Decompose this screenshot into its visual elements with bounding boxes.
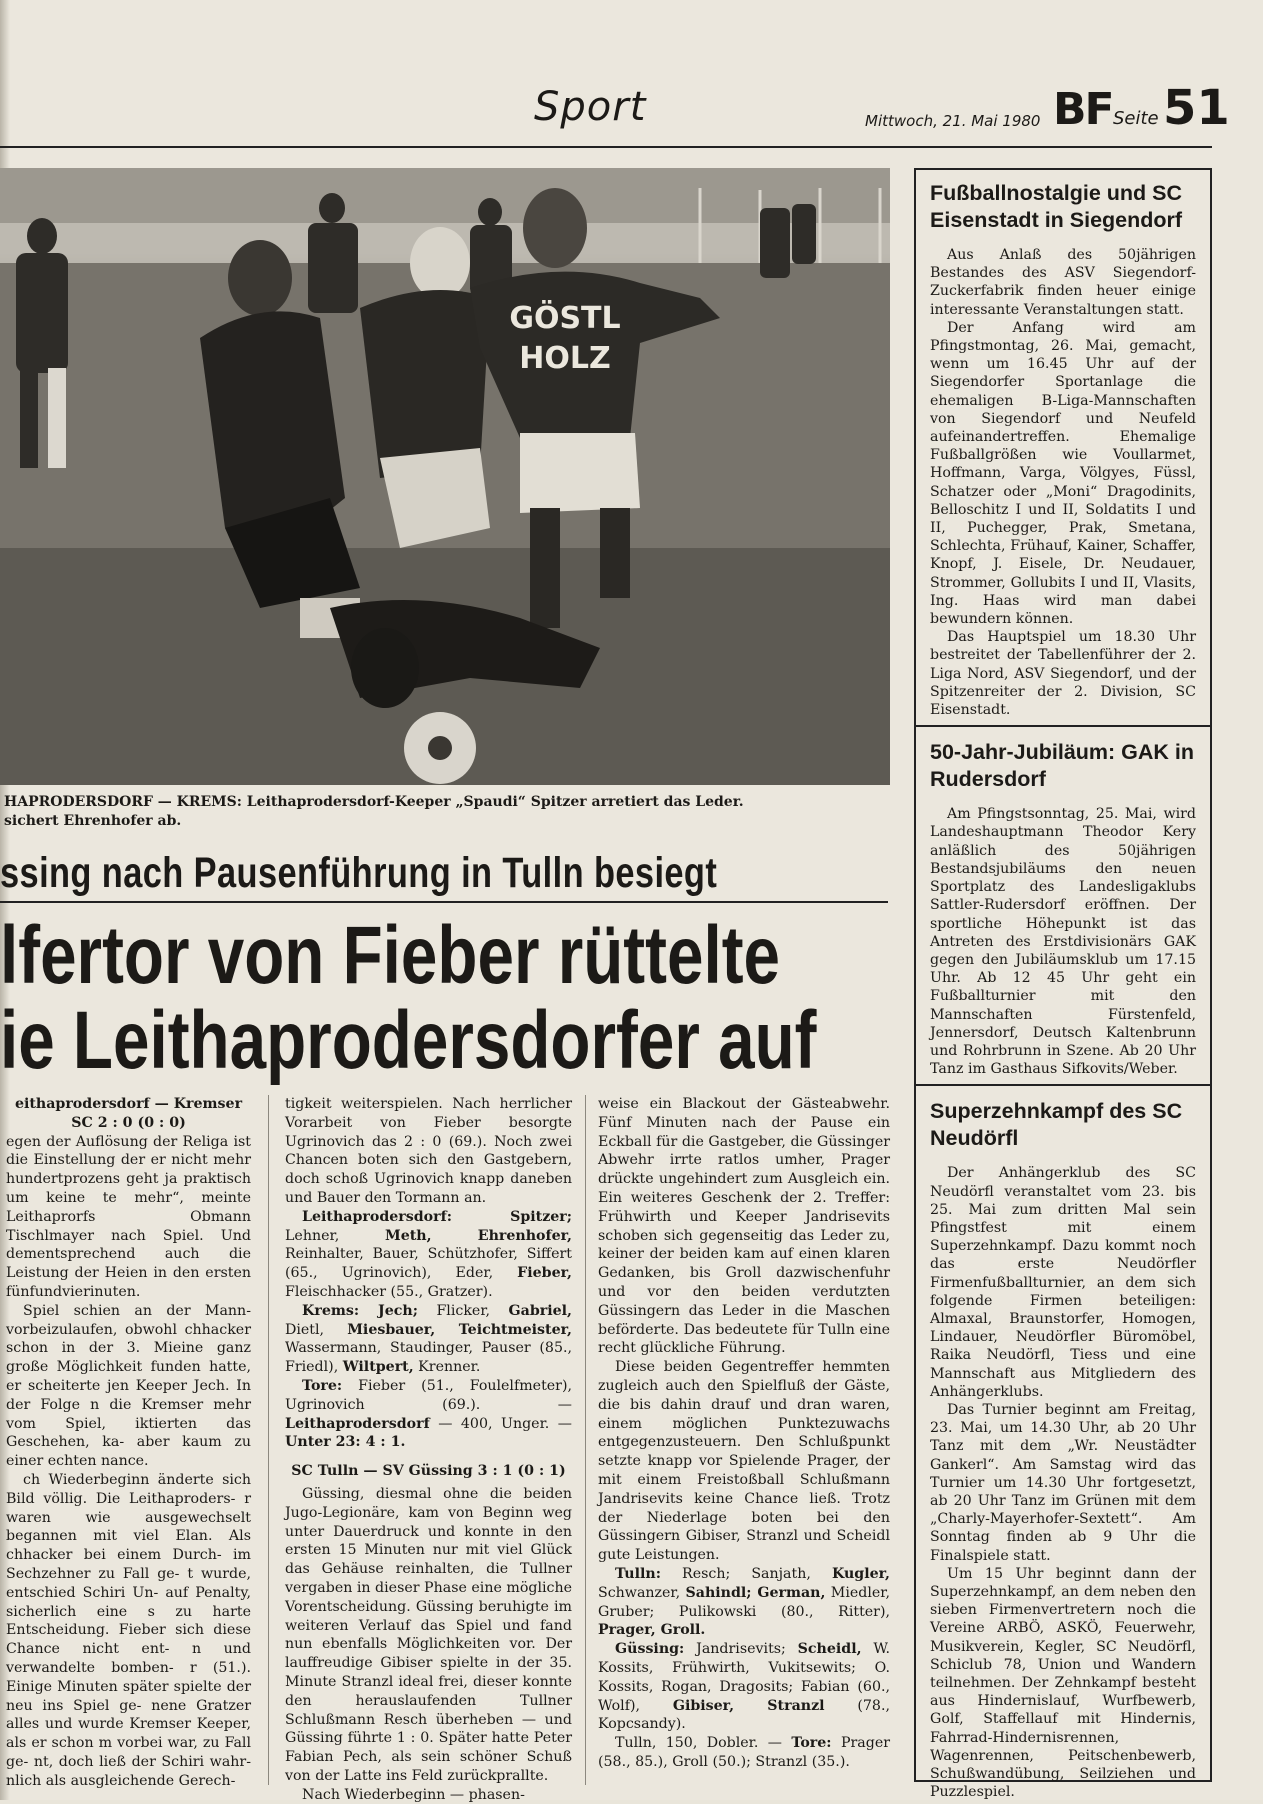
match-subhead-1: eithaprodersdorf — Kremser SC 2 : 0 (0 : 0): [14, 1096, 243, 1131]
goals-summary: Tore: Fieber (51., Foulelfmeter), Ugrinovich (69.). — Leithaprodersdorf — 400, Unger. — Unter 23: 4 : 1.: [285, 1377, 572, 1451]
article-column-1: [6, 1095, 251, 1790]
newspaper-logo: BF: [1053, 84, 1113, 135]
headline-line-1: lfertor von Fieber rüttelte: [0, 910, 781, 1001]
page-number: 51: [1163, 80, 1230, 136]
column-1-paragraph: egen der Auflösung der Religa ist die Einstellung der er nicht mehr hundertprozens geht ja praktisch um keine te mehr“, meinte Leithaprorfs Obmann Tischlmayer nach Spiel. Und dementsprechend auch die Leistung der Heien in den ersten fünfundvierinuten.: [6, 1133, 251, 1300]
sidebar-content: [930, 180, 1196, 1801]
column-3-paragraph: Diese beiden Gegentreffer hemmten zugleich auch den Spielfluß der Gäste, die bis dahin drauf und dran waren, einem möglichen Punktezuwachs entgegenzusteuern. Den Schlußpunkt setzte knapp vor Spielende Prager, der mit einem Freistoßball Schlußmann Jandrisevits keine Chance ließ. Trotz der Niederlage boten bei den Güssingern Gibiser, Stranzl und Scheidl gute Leistungen.: [598, 1359, 890, 1564]
sidebar-paragraph: Aus Anlaß des 50jährigen Bestandes des ASV Siegendorf-Zuckerfabrik finden heuer einige interessante Veranstaltungen statt.: [930, 247, 1196, 318]
column-1-paragraph: ch Wiederbeginn änderte sich Bild völlig. Die Leithaproders- r waren wie ausgewechselt begannen mit viel Elan. Als chhacker bei einem Durch- im Sechzehner zu Fall ge- t wurde, entschied Schiri Un- auf Penalty, sicherlich eine s zu harte Entscheidung. Fieber sich diese Chance nicht ent- n und verwandelte bomben- r (51.). Einige Minuten später spielte der neu ins Spiel ge- nene Gratzer alles und wurde Kremser Keeper, als er schon m vorbei war, zu Fall ge- nt, doch ließ der Schiri wahr- nlich als ausgleichende Gerech-: [6, 1471, 251, 1789]
article-column-2: [285, 1095, 572, 1804]
sidebar-heading-1: Fußballnostalgie und SC Eisenstadt in Siegendorf: [930, 181, 1183, 232]
sidebar-paragraph: Das Hauptspiel um 18.30 Uhr bestreitet der Tabellenführer der 2. Liga Nord, ASV Siegendorf, und der Spitzenreiter der 2. Division, SC Eisenstadt.: [930, 629, 1196, 719]
sidebar-heading-2: 50-Jahr-Jubiläum: GAK in Rudersdorf: [930, 740, 1195, 792]
section-title: Sport: [534, 84, 647, 130]
photo-caption: [4, 793, 888, 831]
sidebar-paragraph: Der Anfang wird am Pfingstmontag, 26. Mai, gemacht, wenn um 16.45 Uhr auf der Siegendorfer Sportanlage die ehemaligen B-Liga-Mannschaften von Siegendorf und Neufeld aufeinandertreffen. Ehemalige Fußballgrößen wie Voullarmet, Hoffmann, Varga, Völgyes, Füssl, Schatzer oder „Moni“ Dragodinits, Belloschitz I und II, Soldatits I und II, Puchegger, Prak, Smetana, Schlechta, Frühauf, Kainer, Schaffer, Knopf, J. Eisele, Dr. Neudauer, Strommer, Gollubits I und II, Vlasits, Ing. Haas wird man dabei bewundern können.: [930, 319, 1196, 628]
column-divider: [268, 1095, 269, 1785]
sidebar-paragraph: Um 15 Uhr beginnt dann der Superzehnkampf, an dem neben den sieben Firmenvertretern noch die Vereine ARBÖ, ASKÖ, Feuerwehr, Musikverein, Kegler, SC Neudörfl, Schiclub 78, Union und Wandern teilnehmen. Der Zehnkampf besteht aus Hindernislauf, Wurfbewerb, Golf, Staffellauf mit Hindernis, Fahrrad-Hindernisrennen, Wagenrennen, Peitschenbewerb, Schußwandübung, Seilziehen und Puzzlespiel.: [930, 1565, 1196, 1801]
match-subhead-2: SC Tulln — SV Güssing 3 : 1 (0 : 1): [291, 1463, 566, 1480]
article-column-3: [598, 1095, 890, 1772]
sidebar-divider: [916, 1084, 1210, 1086]
jersey-text-1: GÖSTL: [509, 301, 621, 336]
lineup-leithaprodersdorf: Leithaprodersdorf: Spitzer; Lehner, Meth, Ehrenhofer, Reinhalter, Bauer, Schützhofer, Siffert (65., Ugrinovich), Eder, Fieber, Fleischhacker (55., Gratzer).: [285, 1208, 573, 1300]
column-2-paragraph: Nach Wiederbeginn — phasen-: [302, 1786, 525, 1803]
match-photo-illustration: [0, 168, 890, 785]
sidebar-paragraph: Das Turnier beginnt am Freitag, 23. Mai, um 14.30 Uhr, ab 20 Uhr Tanz mit dem „Wr. Neustädter Gankerl“. Am Samstag wird das Turnier um 14.30 Uhr fortgesetzt, ab 20 Uhr Tanz im Grünen mit dem „Charly-Mayerhofer-Sextett“. Am Sonntag finden ab 9 Uhr die Finalspiele statt.: [930, 1401, 1196, 1564]
jersey-text-2: HOLZ: [519, 341, 611, 376]
match-photo: [0, 168, 890, 785]
sidebar-divider: [916, 725, 1210, 727]
lineup-tulln: Tulln: Resch; Sanjath, Kugler, Schwanzer, Sahindl; German, Miedler, Gruber; Pulikowski (80., Ritter), Prager, Groll.: [598, 1565, 891, 1639]
kicker-underline: [0, 901, 888, 903]
goals-summary-2: Tulln, 150, Dobler. — Tore: Prager (58., 85.), Groll (50.); Stranzl (35.).: [598, 1735, 890, 1770]
sidebar-paragraph: Der Anhängerklub des SC Neudörfl veranstaltet vom 23. bis 25. Mai zum dritten Mal sein Pfingstfest mit einem Superzehnkampf. Dazu kommt noch das erste Neudörfler Firmenfußballturnier, an dem sich folgende Firmen beteiligen: Almaxal, Braunstorfer, Homogen, Lindauer, Neudörfler Büromöbel, Raika Neudörfl, Tiess und eine Mannschaft aus Mitgliedern des Anhängerklubs.: [930, 1165, 1196, 1400]
column-3-paragraph: weise ein Blackout der Gästeabwehr. Fünf Minuten nach der Pause ein Eckball für die Gastgeber, die Güssinger Abwehr irrte ratlos umher, Prager drückte ungehindert zum Ausgleich ein. Ein weiteres Geschenk der 2. Treffer: Frühwirth und Keeper Jandrisevits schoben sich gegenseitig das Leder zu, keiner der beiden kam auf einen klaren Gedanken, bis Groll dazwischenfuhr und vor den beiden verdutzten Güssingern das Leder in die Maschen beförderte. Das bedeutete für Tulln eine recht glückliche Führung.: [598, 1096, 890, 1357]
column-2-paragraph: tigkeit weiterspielen. Nach herrlicher Vorarbeit von Fieber besorgte Ugrinovich das 2 : 0 (69.). Noch zwei Chancen boten sich den Gastgebern, doch schoß Ugrinovich knapp daneben und Bauer den Tormann an.: [285, 1096, 572, 1206]
issue-date: Mittwoch, 21. Mai 1980: [865, 112, 1041, 130]
header-rule: [0, 146, 1212, 148]
article-kicker: ssing nach Pausenführung in Tulln besiegt: [0, 849, 718, 897]
lineup-guessing: Güssing: Jandrisevits; Scheidl, W. Kossits, Frühwirth, Vukitsewits; O. Kossits, Rogan, Dragosits; Fabian (60., Wolf), Gibiser, Stranzl (78., Kopcsandy).: [598, 1641, 890, 1733]
caption-line-2: sichert Ehrenhofer ab.: [4, 813, 182, 829]
column-2-paragraph: Güssing, diesmal ohne die beiden Jugo-Legionäre, kam von Beginn weg unter Dauerdruck und konnte in den ersten 15 Minuten nur mit viel Glück das Gehäuse reinhalten, die Tullner vergaben in dieser Phase eine mögliche Vorentscheidung. Güssing beruhigte im weiteren Verlauf das Spiel und fand nun ebenfalls Möglichkeiten vor. Der lauffreudige Gibiser spielte in der 35. Minute Stranzl ideal frei, dieser konnte den herauslaufenden Tullner Schlußmann Resch überheben — und Güssing führte 1 : 0. Später hatte Peter Fabian Pech, als sein schöner Schuß von der Latte ins Feld zurückprallte.: [285, 1485, 572, 1784]
column-divider: [585, 1095, 586, 1785]
column-1-paragraph: Spiel schien an der Mann- vorbeizulaufen, obwohl chhacker schon in der 3. Mieine ganz große Möglichkeit funden hatte, er scheiterte jen Keeper Jech. In der Folge n die Kremser mehr vom Spiel, iktierten das Geschehen, ka- aber kaum zu einer echten nance.: [6, 1302, 251, 1470]
caption-line-1: HAPRODERSDORF — KREMS: Leithaprodersdorf-Keeper „Spaudi“ Spitzer arretiert das Leder.: [4, 794, 744, 810]
sidebar-box: [914, 168, 1212, 1801]
headline-line-2: ie Leithaprodersdorfer auf: [0, 995, 817, 1086]
article-headline: [0, 910, 817, 1086]
page-label: Seite: [1113, 108, 1159, 129]
lineup-krems: Krems: Jech; Flicker, Gabriel, Dietl, Miesbauer, Teichtmeister, Wassermann, Staudinger, Pauser (85., Friedl), Wiltpert, Krenner.: [285, 1302, 572, 1376]
sidebar-heading-3: Superzehnkampf des SC Neudörfl: [930, 1099, 1183, 1151]
sidebar-paragraph: Am Pfingstsonntag, 25. Mai, wird Landeshauptmann Theodor Kery anläßlich des 50jährigen Bestandsjubiläums den neuen Sportplatz des Landesligaklubs Sattler-Rudersdorf eröffnen. Der sportliche Höhepunkt ist das Antreten des Erstdivisionärs GAK gegen den Jubiläumsklub um 17.15 Uhr. Ab 12 45 Uhr geht ein Fußballturnier mit den Mannschaften Fürstenfeld, Jennersdorf, Deutsch Kaltenbrunn und Rohrbrunn in Szene. Ab 20 Uhr Tanz im Gasthaus Sifkovits/Weber.: [930, 806, 1196, 1078]
